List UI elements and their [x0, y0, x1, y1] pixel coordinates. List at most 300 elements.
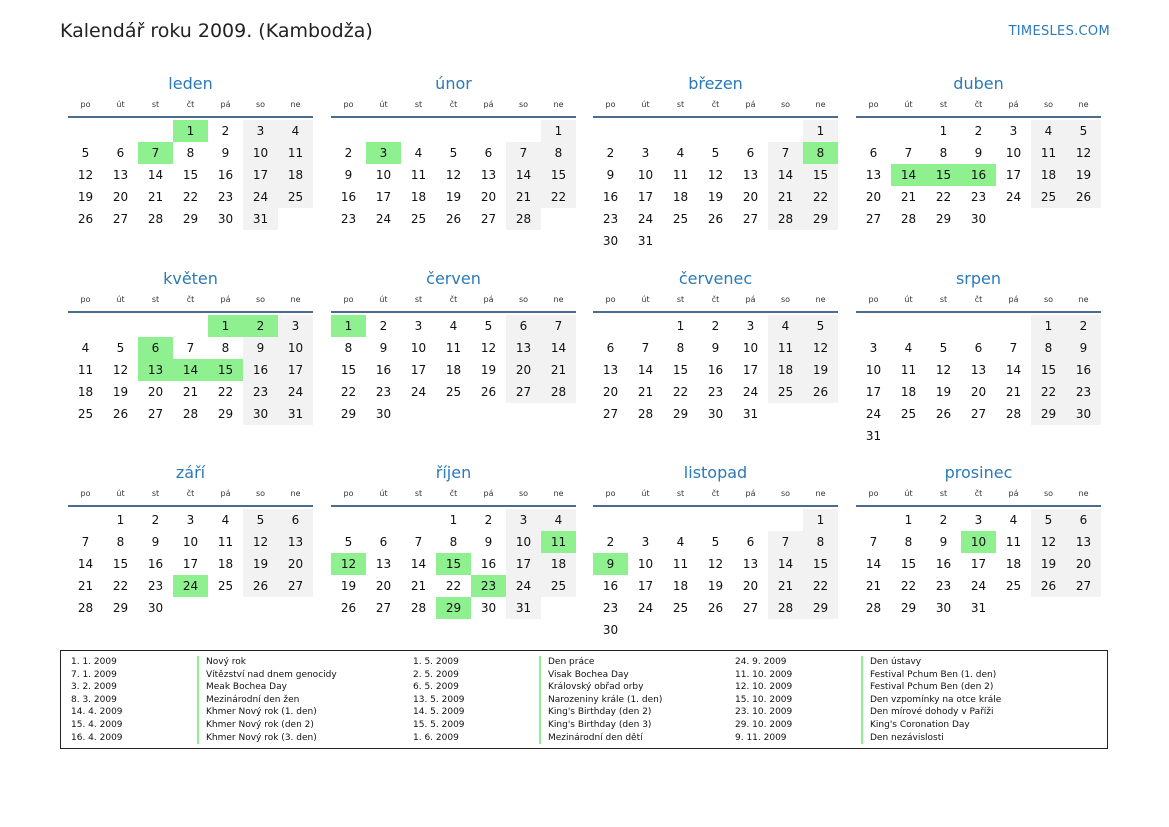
- holiday-name: King's Birthday (den 3): [539, 719, 651, 732]
- holiday-date: 15. 10. 2009: [735, 694, 793, 705]
- empty-cell: [961, 315, 996, 337]
- day-cell: 7: [904, 146, 913, 160]
- day-cell: 21: [506, 186, 541, 208]
- day-grid: [68, 507, 313, 619]
- legend-row: [413, 706, 662, 719]
- weekday-label: út: [641, 295, 650, 304]
- empty-cell: [733, 120, 768, 142]
- day-cell: 29: [182, 212, 199, 226]
- day-cell: 5: [803, 315, 838, 337]
- weekday-header: [593, 487, 838, 507]
- month-name: leden: [168, 74, 213, 93]
- day-cell: 6: [138, 337, 173, 359]
- legend-row: [71, 706, 337, 719]
- holiday-name: King's Birthday (den 2): [539, 706, 651, 719]
- day-cell: 9: [484, 535, 493, 549]
- month-name: červenec: [678, 269, 753, 288]
- day-cell: 14: [1005, 363, 1022, 377]
- day-cell: 28: [865, 601, 882, 615]
- legend-row: [735, 681, 1001, 694]
- weekday-label: čt: [974, 489, 983, 498]
- empty-cell: [926, 315, 961, 337]
- day-cell: 5: [939, 341, 948, 355]
- day-cell: 7: [768, 142, 803, 164]
- day-cell: 19: [480, 363, 497, 377]
- day-cell: 4: [81, 341, 90, 355]
- day-cell: 22: [803, 575, 838, 597]
- day-cell: 10: [637, 557, 654, 571]
- holiday-date: 23. 10. 2009: [735, 707, 793, 718]
- day-cell: 31: [970, 601, 987, 615]
- day-cell: 21: [77, 579, 94, 593]
- month-0: [68, 74, 313, 230]
- day-cell: 4: [414, 146, 423, 160]
- holiday-name: Nový rok: [197, 656, 246, 669]
- day-cell: 24: [506, 575, 541, 597]
- day-cell: 9: [593, 553, 628, 575]
- weekday-label: pá: [220, 100, 231, 109]
- holiday-date: 2. 5. 2009: [413, 669, 459, 680]
- day-cell: 20: [742, 190, 759, 204]
- day-cell: 11: [541, 531, 576, 553]
- day-cell: 11: [1031, 142, 1066, 164]
- day-cell: 24: [637, 212, 654, 226]
- day-cell: 15: [1031, 359, 1066, 381]
- weekday-label: ne: [553, 100, 564, 109]
- day-cell: 5: [711, 535, 720, 549]
- day-cell: 24: [970, 579, 987, 593]
- day-cell: 8: [904, 535, 913, 549]
- weekday-header: [331, 487, 576, 507]
- weekday-label: čt: [711, 295, 720, 304]
- holiday-date: 1. 5. 2009: [413, 657, 459, 667]
- day-cell: 21: [1005, 385, 1022, 399]
- day-cell: 13: [742, 168, 759, 182]
- day-cell: 4: [904, 341, 913, 355]
- day-cell: 9: [711, 341, 720, 355]
- day-cell: 16: [961, 164, 996, 186]
- day-cell: 23: [970, 190, 987, 204]
- day-cell: 3: [1009, 124, 1018, 138]
- day-cell: 7: [641, 341, 650, 355]
- day-cell: 13: [865, 168, 882, 182]
- day-cell: 12: [445, 168, 462, 182]
- weekday-label: so: [255, 489, 266, 498]
- month-name: duben: [953, 74, 1004, 93]
- weekday-label: st: [939, 100, 948, 109]
- holiday-date: 14. 5. 2009: [413, 707, 465, 718]
- legend-row: [735, 706, 1001, 719]
- day-cell: 18: [1031, 164, 1066, 186]
- day-cell: 8: [344, 341, 353, 355]
- weekday-label: út: [904, 295, 913, 304]
- day-cell: 4: [449, 319, 458, 333]
- day-cell: 2: [1066, 315, 1101, 337]
- day-cell: 4: [278, 120, 313, 142]
- legend-row: [735, 694, 1001, 707]
- brand-link[interactable]: TIMESLES.COM: [1008, 24, 1110, 39]
- legend-row: [735, 669, 1001, 682]
- day-cell: 15: [112, 557, 129, 571]
- day-cell: 11: [1005, 535, 1022, 549]
- day-cell: 3: [869, 341, 878, 355]
- day-cell: 19: [707, 190, 724, 204]
- day-cell: 22: [672, 385, 689, 399]
- empty-cell: [366, 120, 401, 142]
- day-cell: 21: [182, 385, 199, 399]
- day-cell: 15: [803, 164, 838, 186]
- legend-row: [413, 656, 662, 669]
- weekday-label: út: [116, 100, 125, 109]
- day-cell: 24: [375, 212, 392, 226]
- weekday-header: [331, 293, 576, 313]
- weekday-label: po: [868, 489, 879, 498]
- day-cell: 14: [410, 557, 427, 571]
- weekday-label: ne: [553, 489, 564, 498]
- day-cell: 29: [803, 597, 838, 619]
- legend-row: [71, 732, 337, 745]
- day-grid: [68, 313, 313, 425]
- day-cell: 23: [243, 381, 278, 403]
- day-cell: 20: [865, 190, 882, 204]
- day-cell: 27: [480, 212, 497, 226]
- weekday-label: út: [379, 489, 388, 498]
- day-cell: 21: [147, 190, 164, 204]
- weekday-label: čt: [974, 100, 983, 109]
- day-cell: 24: [742, 385, 759, 399]
- day-cell: 4: [676, 146, 685, 160]
- day-cell: 12: [1031, 531, 1066, 553]
- holiday-name: King's Coronation Day: [861, 719, 970, 732]
- day-cell: 7: [869, 535, 878, 549]
- day-cell: 9: [379, 341, 388, 355]
- holiday-date: 16. 4. 2009: [71, 732, 123, 743]
- day-cell: 20: [506, 359, 541, 381]
- empty-cell: [593, 120, 628, 142]
- day-cell: 17: [637, 579, 654, 593]
- day-cell: 19: [1031, 553, 1066, 575]
- weekday-label: st: [676, 489, 685, 498]
- weekday-label: út: [641, 489, 650, 498]
- holiday-name: Den nezávislosti: [861, 732, 944, 745]
- day-cell: 1: [116, 513, 125, 527]
- day-cell: 17: [182, 557, 199, 571]
- day-cell: 27: [865, 212, 882, 226]
- month-name: červen: [426, 269, 481, 288]
- day-cell: 16: [147, 557, 164, 571]
- day-cell: 12: [112, 363, 129, 377]
- day-cell: 5: [243, 509, 278, 531]
- day-cell: 25: [278, 186, 313, 208]
- day-cell: 13: [138, 359, 173, 381]
- weekday-label: po: [80, 100, 91, 109]
- day-cell: 14: [77, 557, 94, 571]
- weekday-label: čt: [974, 295, 983, 304]
- day-cell: 14: [147, 168, 164, 182]
- day-cell: 6: [746, 146, 755, 160]
- weekday-label: pá: [483, 100, 494, 109]
- month-name: listopad: [683, 463, 748, 482]
- day-cell: 1: [676, 319, 685, 333]
- day-cell: 25: [900, 407, 917, 421]
- holiday-name: Den práce: [539, 656, 594, 669]
- day-cell: 3: [641, 146, 650, 160]
- day-cell: 6: [278, 509, 313, 531]
- day-cell: 2: [243, 315, 278, 337]
- day-cell: 6: [484, 146, 493, 160]
- day-cell: 31: [865, 429, 882, 443]
- day-cell: 18: [672, 190, 689, 204]
- month-3: [856, 74, 1101, 230]
- day-cell: 27: [506, 381, 541, 403]
- day-cell: 28: [77, 601, 94, 615]
- day-cell: 13: [480, 168, 497, 182]
- day-cell: 26: [77, 212, 94, 226]
- day-cell: 27: [970, 407, 987, 421]
- weekday-label: so: [780, 295, 791, 304]
- weekday-label: po: [605, 100, 616, 109]
- day-cell: 4: [541, 509, 576, 531]
- day-cell: 1: [803, 120, 838, 142]
- day-cell: 25: [410, 212, 427, 226]
- day-cell: 23: [707, 385, 724, 399]
- day-cell: 23: [340, 212, 357, 226]
- weekday-label: čt: [711, 100, 720, 109]
- weekday-label: čt: [449, 100, 458, 109]
- day-grid: [593, 313, 838, 425]
- holiday-date: 1. 6. 2009: [413, 732, 459, 743]
- day-cell: 27: [1066, 575, 1101, 597]
- day-cell: 21: [900, 190, 917, 204]
- day-cell: 26: [707, 601, 724, 615]
- day-cell: 14: [865, 557, 882, 571]
- day-cell: 22: [340, 385, 357, 399]
- month-7: [856, 269, 1101, 447]
- weekday-label: ne: [290, 295, 301, 304]
- weekday-label: po: [80, 489, 91, 498]
- empty-cell: [698, 120, 733, 142]
- empty-cell: [996, 315, 1031, 337]
- day-cell: 10: [1005, 146, 1022, 160]
- month-2: [593, 74, 838, 252]
- holiday-date: 24. 9. 2009: [735, 657, 787, 667]
- day-cell: 26: [340, 601, 357, 615]
- empty-cell: [593, 509, 628, 531]
- day-cell: 1: [449, 513, 458, 527]
- weekday-label: čt: [449, 295, 458, 304]
- empty-cell: [768, 509, 803, 531]
- weekday-label: st: [939, 295, 948, 304]
- day-cell: 30: [707, 407, 724, 421]
- day-cell: 24: [243, 186, 278, 208]
- day-cell: 3: [186, 513, 195, 527]
- day-cell: 28: [768, 597, 803, 619]
- day-cell: 24: [278, 381, 313, 403]
- empty-cell: [733, 509, 768, 531]
- month-10: [593, 463, 838, 641]
- day-cell: 19: [707, 579, 724, 593]
- holiday-name: Mezinárodní den žen: [197, 694, 299, 707]
- weekday-label: pá: [220, 489, 231, 498]
- day-cell: 31: [637, 234, 654, 248]
- legend-row: [71, 669, 337, 682]
- day-cell: 12: [707, 168, 724, 182]
- day-cell: 17: [506, 553, 541, 575]
- day-cell: 3: [278, 315, 313, 337]
- day-cell: 31: [278, 403, 313, 425]
- day-cell: 22: [217, 385, 234, 399]
- day-grid: [331, 313, 576, 425]
- day-cell: 2: [606, 535, 615, 549]
- weekday-label: út: [904, 489, 913, 498]
- day-cell: 18: [1005, 557, 1022, 571]
- holiday-date: 15. 4. 2009: [71, 719, 123, 730]
- day-cell: 24: [637, 601, 654, 615]
- weekday-label: so: [1043, 295, 1054, 304]
- day-cell: 25: [672, 212, 689, 226]
- weekday-label: po: [343, 295, 354, 304]
- weekday-label: pá: [1008, 489, 1019, 498]
- empty-cell: [401, 120, 436, 142]
- day-cell: 8: [541, 142, 576, 164]
- holiday-date: 6. 5. 2009: [413, 682, 459, 693]
- day-cell: 24: [410, 385, 427, 399]
- weekday-header: [593, 98, 838, 118]
- day-cell: 1: [803, 509, 838, 531]
- day-cell: 14: [173, 359, 208, 381]
- day-cell: 11: [900, 363, 917, 377]
- day-cell: 6: [116, 146, 125, 160]
- weekday-header: [331, 98, 576, 118]
- weekday-label: po: [80, 295, 91, 304]
- weekday-header: [68, 293, 313, 313]
- day-cell: 7: [186, 341, 195, 355]
- month-name: březen: [688, 74, 743, 93]
- weekday-header: [593, 293, 838, 313]
- holiday-date: 3. 2. 2009: [71, 682, 117, 693]
- weekday-label: ne: [1078, 489, 1089, 498]
- day-cell: 8: [803, 531, 838, 553]
- day-cell: 3: [414, 319, 423, 333]
- day-cell: 28: [900, 212, 917, 226]
- empty-cell: [103, 120, 138, 142]
- weekday-label: út: [641, 100, 650, 109]
- day-cell: 24: [1005, 190, 1022, 204]
- day-cell: 26: [243, 575, 278, 597]
- day-cell: 13: [112, 168, 129, 182]
- holiday-legend: [60, 650, 1108, 749]
- month-1: [331, 74, 576, 230]
- day-cell: 21: [865, 579, 882, 593]
- day-cell: 22: [935, 190, 952, 204]
- month-name: květen: [163, 269, 218, 288]
- holiday-name: Vítězství nad dnem genocidy: [197, 669, 337, 682]
- day-cell: 19: [112, 385, 129, 399]
- empty-cell: [138, 315, 173, 337]
- day-cell: 24: [865, 407, 882, 421]
- day-cell: 22: [803, 186, 838, 208]
- month-11: [856, 463, 1101, 619]
- day-cell: 7: [541, 315, 576, 337]
- day-cell: 19: [243, 553, 278, 575]
- weekday-label: pá: [745, 489, 756, 498]
- day-cell: 4: [676, 535, 685, 549]
- month-name: únor: [435, 74, 472, 93]
- empty-cell: [891, 120, 926, 142]
- day-grid: [331, 118, 576, 230]
- day-cell: 23: [935, 579, 952, 593]
- weekday-label: so: [518, 489, 529, 498]
- day-cell: 18: [541, 553, 576, 575]
- weekday-label: ne: [1078, 100, 1089, 109]
- weekday-label: st: [151, 100, 160, 109]
- month-9: [331, 463, 576, 619]
- day-cell: 25: [445, 385, 462, 399]
- day-cell: 30: [480, 601, 497, 615]
- day-cell: 27: [602, 407, 619, 421]
- day-cell: 12: [243, 531, 278, 553]
- month-name: říjen: [435, 463, 472, 482]
- weekday-label: ne: [815, 100, 826, 109]
- weekday-header: [68, 487, 313, 507]
- day-cell: 26: [1066, 186, 1101, 208]
- day-cell: 30: [147, 601, 164, 615]
- empty-cell: [856, 315, 891, 337]
- day-cell: 22: [541, 186, 576, 208]
- weekday-header: [68, 98, 313, 118]
- day-cell: 17: [970, 557, 987, 571]
- day-cell: 14: [891, 164, 926, 186]
- day-cell: 13: [970, 363, 987, 377]
- empty-cell: [366, 509, 401, 531]
- empty-cell: [628, 315, 663, 337]
- day-cell: 27: [112, 212, 129, 226]
- empty-cell: [331, 509, 366, 531]
- day-cell: 3: [974, 513, 983, 527]
- day-cell: 10: [182, 535, 199, 549]
- day-cell: 25: [1031, 186, 1066, 208]
- day-cell: 22: [1031, 381, 1066, 403]
- weekday-label: so: [518, 100, 529, 109]
- day-cell: 26: [707, 212, 724, 226]
- day-cell: 24: [173, 575, 208, 597]
- weekday-label: so: [255, 100, 266, 109]
- month-name: srpen: [955, 269, 1002, 288]
- day-cell: 1: [939, 124, 948, 138]
- day-cell: 28: [768, 208, 803, 230]
- day-cell: 17: [278, 359, 313, 381]
- day-cell: 9: [221, 146, 230, 160]
- day-cell: 15: [436, 553, 471, 575]
- day-cell: 21: [768, 186, 803, 208]
- weekday-label: po: [868, 295, 879, 304]
- day-cell: 18: [217, 557, 234, 571]
- day-cell: 4: [1031, 120, 1066, 142]
- legend-row: [71, 719, 337, 732]
- day-cell: 22: [112, 579, 129, 593]
- day-cell: 21: [637, 385, 654, 399]
- weekday-label: pá: [483, 489, 494, 498]
- day-grid: [68, 118, 313, 230]
- day-cell: 10: [375, 168, 392, 182]
- day-cell: 6: [974, 341, 983, 355]
- weekday-label: út: [116, 295, 125, 304]
- day-cell: 17: [243, 164, 278, 186]
- day-grid: [331, 507, 576, 619]
- legend-column: [735, 656, 1001, 744]
- day-cell: 29: [436, 597, 471, 619]
- holiday-name: Narozeniny krále (1. den): [539, 694, 662, 707]
